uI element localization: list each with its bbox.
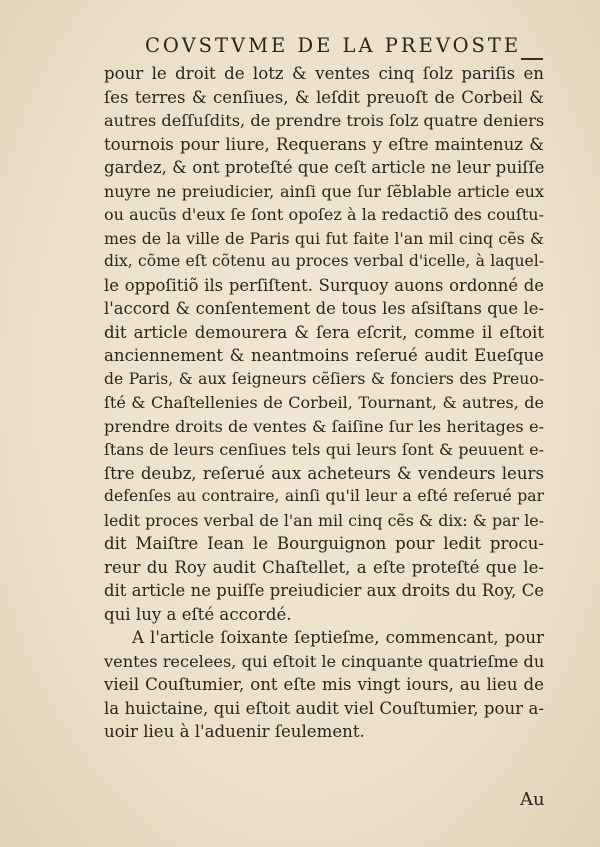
text-line: dit article demourera & ſera eſcrit, comme il eſtoit xyxy=(104,322,544,342)
paragraph xyxy=(104,626,544,744)
text-line: nuyre ne preiudicier, ainſi que ſur ſẽblable article eux xyxy=(104,181,544,201)
text-line: ou aucũs d'eux ſe ſont opoſez à la redactiõ des couſtu- xyxy=(104,205,544,224)
paragraph xyxy=(104,62,544,626)
text-line: autres deſſuſdits, de prendre trois ſolz quatre deniers xyxy=(104,111,545,130)
body-text xyxy=(104,62,544,744)
text-line: dit article ne puiſſe preiudicier aux droits du Roy, Ce xyxy=(104,581,544,600)
text-line: vieil Couſtumier, ont eſte mis vingt iours, au lieu de xyxy=(104,675,544,694)
text-line: pour le droit de lotz & ventes cinq ſolz pariſis en xyxy=(104,64,544,83)
catchword: Au xyxy=(520,789,545,810)
text-line: ledit proces verbal de l'an mil cinq cẽs & dix: & par le- xyxy=(104,510,544,530)
text-line: ſtans de leurs cenſiues tels qui leurs ſont & peuuent e- xyxy=(104,440,544,459)
text-line: tournois pour liure, Requerans y eſtre maintenuz & xyxy=(104,134,544,154)
text-line: l'accord & conſentement de tous les aſsiſtans que le- xyxy=(104,299,544,318)
text-line: dit Maiſtre Iean le Bourguignon pour ledit procu- xyxy=(104,534,544,553)
text-line: reur du Roy audit Chaſtellet, a eſte proteſté que le- xyxy=(104,557,544,577)
text-line: le oppoſitiõ ils perſiſtent. Surquoy auons ordonné de xyxy=(104,275,544,295)
text-line: ſté & Chaſtellenies de Corbeil, Tournant, & autres, de xyxy=(104,393,544,412)
text-line: de Paris, & aux ſeigneurs cẽſiers & fonciers des Preuo- xyxy=(104,369,544,388)
text-line: gardez, & ont proteſté que ceſt article ne leur puiſſe xyxy=(104,158,545,177)
text-line: A l'article ſoixante ſeptieſme, commencant, pour xyxy=(132,628,544,647)
text-line: prendre droits de ventes & ſaiſine ſur les heritages e- xyxy=(104,416,544,436)
running-head-rule xyxy=(521,58,543,60)
running-head: COVSTVME DE LA PREVOSTE xyxy=(145,34,522,57)
text-line: ventes recelees, qui eſtoit le cinquante quatrieſme du xyxy=(104,651,545,671)
text-line: dix, cõme eſt cõtenu au proces verbal d'icelle, à laquel- xyxy=(104,252,544,270)
text-line: uoir lieu à l'aduenir ſeulement. xyxy=(104,722,365,741)
text-line: ſtre deubz, reſerué aux acheteurs & vendeurs leurs xyxy=(104,463,544,483)
text-line: qui luy a eſté accordé. xyxy=(104,604,292,624)
text-line: ſes terres & cenſiues, & leſdit preuoſt de Corbeil & xyxy=(104,87,544,107)
text-line: anciennement & neantmoins reſerué audit Eueſque xyxy=(104,346,544,365)
text-line: defenſes au contraire, ainſi qu'il leur a eſté reſerué par xyxy=(104,487,544,505)
text-line: mes de la ville de Paris qui fut faite l'an mil cinq cẽs & xyxy=(104,228,544,248)
text-line: la huictaine, qui eſtoit audit viel Couſtumier, pour a- xyxy=(104,698,544,718)
